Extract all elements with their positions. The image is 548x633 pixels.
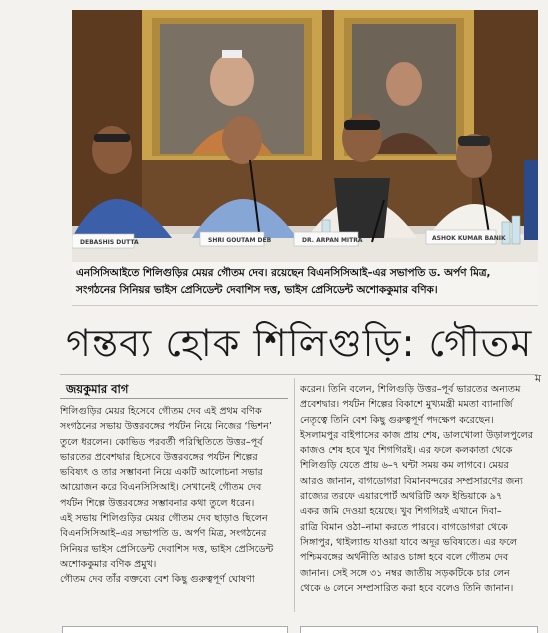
- article-left-column: [60, 404, 290, 614]
- article-line: বিএনসিসিআই–এর সভাপতি ড. অর্পণ মিত্র, সংগঠনের: [60, 528, 267, 540]
- article-line: ভবিষ্যৎ ও তার সম্ভাবনা নিয়ে একটি আলোচনা সভার: [60, 467, 263, 479]
- article-line: আয়োজন করে বিএনসিসিআই। সেখানেই গৌতম দেব: [60, 482, 262, 494]
- article-line: পশ্চিমবঙ্গের অর্থনীতি আরও চাঙ্গা হবে বলে গৌতম দেব: [300, 552, 509, 564]
- nameplate-3-text: DR. ARPAN MITRA: [302, 237, 363, 244]
- article-line: শিলিগুড়ি যেতে প্রায় ৬–৭ ঘন্টা সময় কম লাগবে। মেয়র: [300, 460, 509, 472]
- article-line: জানান। সেই সঙ্গে ৩১ নম্বর জাতীয় সড়কটিকে চার লেন: [300, 567, 510, 579]
- edge-mark: ম: [535, 372, 542, 385]
- article-line: পর্যটন শিল্পে উত্তরবঙ্গের সম্ভাবনার কথা তুলে ধরেন।: [60, 497, 255, 509]
- nameplate-2-text: SHRI GOUTAM DEB: [208, 237, 272, 244]
- article-line: এই সভায় শিলিগুড়ির মেয়র গৌতম দেব ছাড়াও ছিলেন: [60, 513, 268, 525]
- article-line: প্রবেশদ্বার। পর্যটন শিল্পের বিকাশে মুখ্যমন্ত্রী মমতা ব্যানার্জি: [300, 399, 513, 411]
- byline-rule: [60, 398, 288, 399]
- caption-line-2: সংগঠনের সিনিয়র ভাইস প্রেসিডেন্ট দেবাশিস দত্ত, ভাইস প্রেসিডেন্ট অশোককুমার বণিক।: [76, 284, 438, 296]
- article-line: শিলিগুড়ির মেয়র হিসেবে গৌতম দেব এই প্রথম বণিক: [60, 406, 262, 417]
- headline-rule: [60, 374, 538, 375]
- headline: গন্তব্য হোক শিলিগুড়ি: গৌতম: [66, 321, 533, 365]
- article-line: সংগঠনের সভায় উত্তরবঙ্গের পর্যটন নিয়ে নিজের ‘ভিশন’: [60, 421, 272, 433]
- article-line: ভারতের প্রবেশদ্বার হিসেবে উত্তরবঙ্গের পর্যটন শিল্পের: [60, 451, 258, 463]
- bottom-box-left: [62, 626, 288, 633]
- photo-illustration: [72, 10, 538, 262]
- article-line: গৌতম দেব তাঁর বক্তব্যে বেশ কিছু গুরুত্বপূর্ণ ঘোষণা: [60, 574, 255, 586]
- nameplate-3: [294, 232, 363, 246]
- nameplate-1-text: DEBASHIS DUTTA: [80, 239, 139, 246]
- article-line: সিনিয়র ভাইস প্রেসিডেন্ট দেবাশিস দত্ত, ভাইস প্রেসিডেন্ট: [60, 543, 274, 555]
- article-right-column: [300, 382, 536, 614]
- nameplate-4-text: ASHOK KUMAR BANIK: [432, 235, 506, 242]
- byline: জয়কুমার বাগ: [66, 382, 129, 396]
- article-line: নেতৃত্বে তিনি বেশ কিছু গুরুত্বপূর্ণ পদক্ষেপ করেছেন।: [300, 414, 494, 426]
- photo-caption: [72, 262, 538, 306]
- caption-line-1: এনসিসিআইতে শিলিগুড়ির মেয়র গৌতম দেব। রয়েছেন বিএনসিসিআই–এর সভাপতি ড. অর্পণ মিত্র,: [76, 267, 491, 279]
- article-line: অশোককুমার বণিক প্রমুখ।: [60, 558, 157, 570]
- article-line: রাজ্যের তরফে এয়ারপোর্ট অথরিটি অফ ইন্ডিয়াকে ৯৭: [300, 491, 503, 503]
- nameplate-2: [200, 232, 272, 246]
- article-line: রাত্রি বিমান ওঠা–নামা করতে পারবে। বাগডোগরা থেকে: [300, 521, 508, 533]
- article-line: থেকে ৬ লেনে সম্প্রসারিত করা হবে বলেও তিনি জানান।: [300, 582, 514, 594]
- article-line: করেন। তিনি বলেন, শিলিগুড়ি উত্তর–পূর্ব ভারতের অন্যতম: [300, 384, 521, 395]
- news-photo: [72, 10, 538, 262]
- article-line: সিঙ্গাপুর, থাইল্যান্ড যাওয়া যাবে অদূর ভবিষ্যতে। এর ফলে: [300, 536, 518, 548]
- nameplate-4: [426, 230, 506, 244]
- article-line: ইসলামপুর বাইপাসের কাজ প্রায় শেষ, ডালখোলা উড়ালপুলের: [300, 429, 534, 441]
- column-divider: [294, 378, 295, 612]
- article-line: একর জমি দেওয়া হয়েছে। খুব শিগগিরই এখানে দিবা–: [300, 506, 502, 518]
- article-line: তুলে ধরলেন। কোভিড পরবর্তী পরিস্থিতিতে উত্তর–পূর্ব: [60, 436, 263, 448]
- article-line: কাজও শেষ হবে খুব শিগগিরই। এর ফলে কলকাতা থেকে: [300, 445, 513, 457]
- bottom-box-right: [300, 626, 538, 633]
- nameplate-1: [72, 234, 139, 248]
- article-line: আরও জানান, বাগডোগরা বিমানবন্দরের সম্প্রসারণের জন্য: [300, 475, 523, 487]
